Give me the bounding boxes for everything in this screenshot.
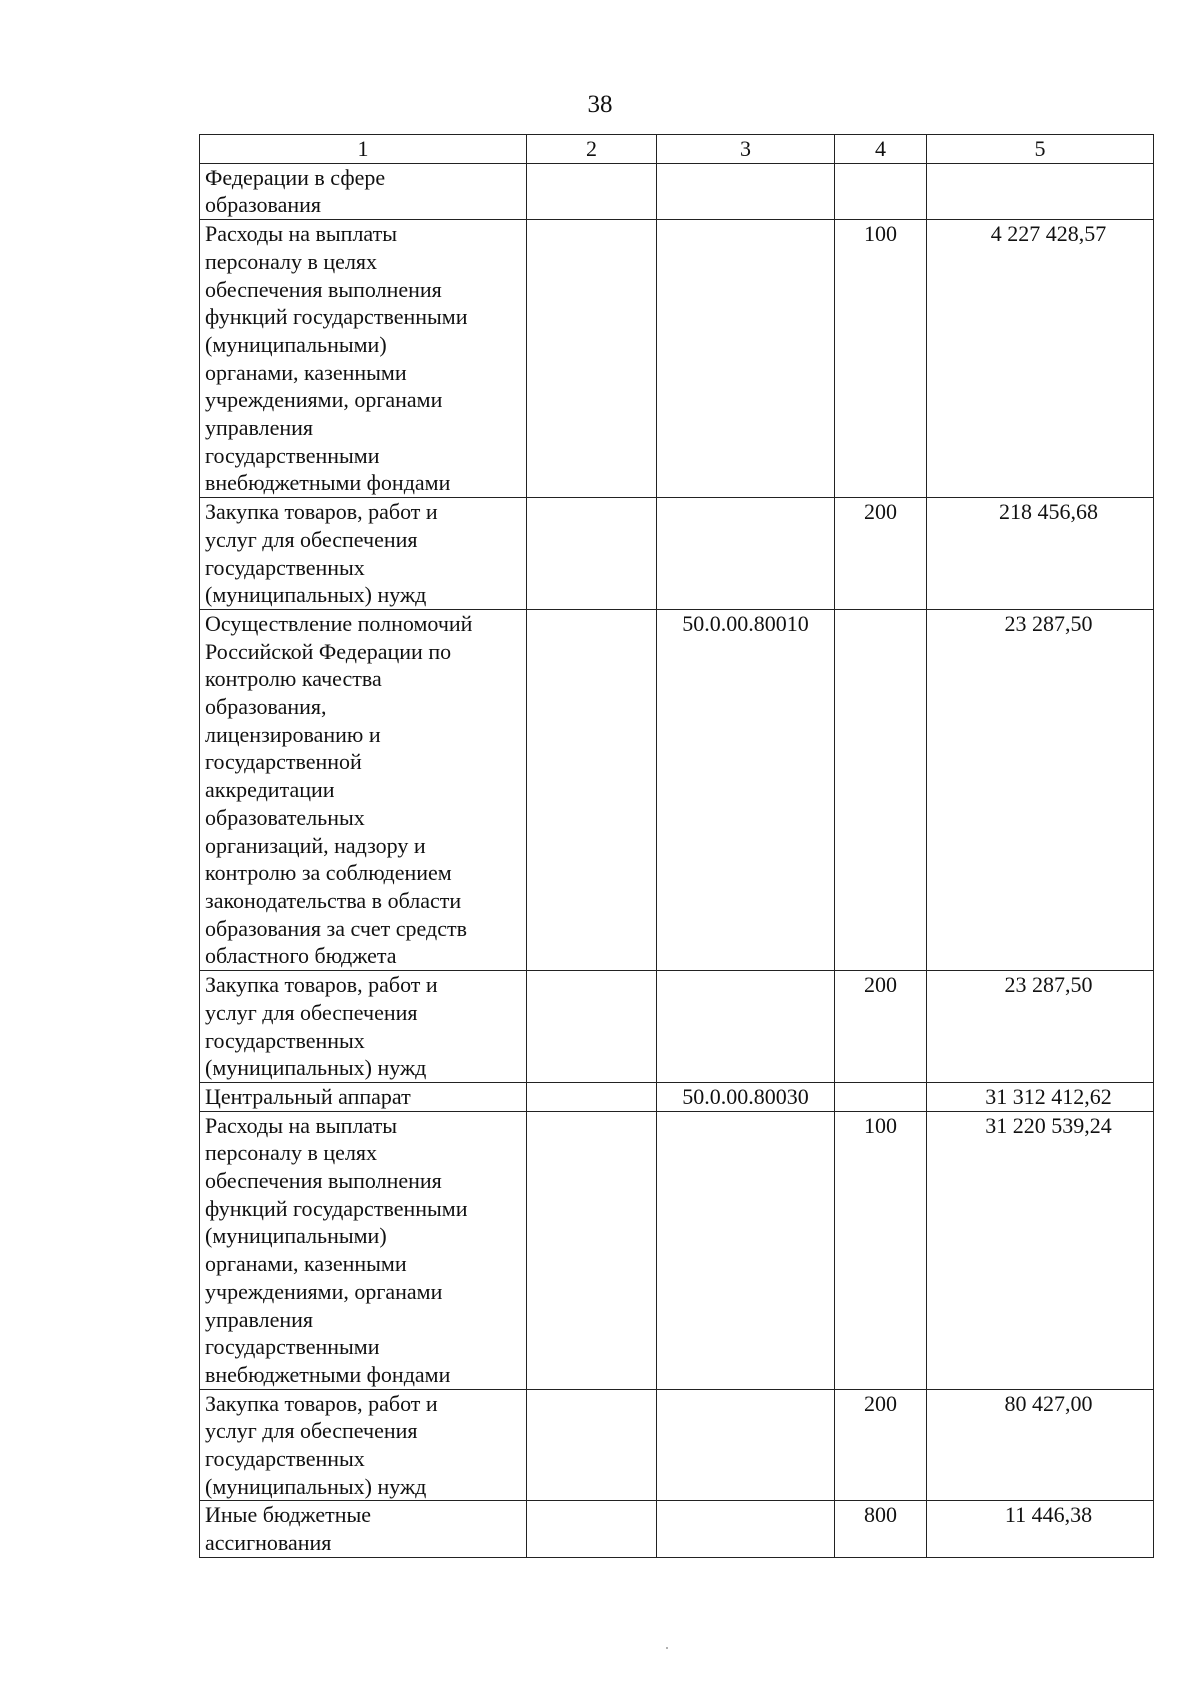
row-col2-cell [527,1111,657,1389]
row-code-cell [657,220,835,498]
row-amount-cell: 23 287,50 [927,971,1154,1083]
row-code-cell: 50.0.00.80010 [657,609,835,970]
row-amount-cell: 4 227 428,57 [927,220,1154,498]
table-row [200,609,1154,970]
row-amount-cell: 11 446,38 [927,1501,1154,1557]
row-type-cell: 200 [835,1389,927,1501]
row-amount-cell: 80 427,00 [927,1389,1154,1501]
row-amount-cell: 218 456,68 [927,498,1154,610]
header-row [200,135,1154,164]
row-code-cell [657,1501,835,1557]
table-row [200,1111,1154,1389]
column-header-5: 5 [927,135,1154,164]
row-col2-cell [527,163,657,219]
table-row [200,1389,1154,1501]
row-type-cell: 100 [835,220,927,498]
row-name-cell: Закупка товаров, работ и услуг для обеспечения государственных (муниципальных) нужд [200,498,527,610]
row-amount-cell [927,163,1154,219]
page-number: 38 [587,91,613,118]
row-name-cell: Федерации в сфере образования [200,163,527,219]
row-amount-cell: 31 220 539,24 [927,1111,1154,1389]
table-row [200,163,1154,219]
row-amount-cell: 31 312 412,62 [927,1082,1154,1111]
row-name-cell: Иные бюджетные ассигнования [200,1501,527,1557]
row-name-cell: Расходы на выплаты персоналу в целях обеспечения выполнения функций государственными (муниципальными) органами, казенными учреждениями, органами управления государственными внебюджетными фондами [200,220,527,498]
row-code-cell: 50.0.00.80030 [657,1082,835,1111]
row-col2-cell [527,609,657,970]
row-col2-cell [527,971,657,1083]
row-type-cell: 200 [835,971,927,1083]
row-code-cell [657,1389,835,1501]
row-name-cell: Закупка товаров, работ и услуг для обеспечения государственных (муниципальных) нужд [200,971,527,1083]
budget-table [199,134,1154,1558]
table-row [200,498,1154,610]
table-header [200,135,1154,164]
row-code-cell [657,1111,835,1389]
table-row [200,971,1154,1083]
row-code-cell [657,163,835,219]
row-type-cell [835,609,927,970]
table-row [200,1082,1154,1111]
row-col2-cell [527,1501,657,1557]
row-col2-cell [527,1389,657,1501]
column-header-2: 2 [527,135,657,164]
row-code-cell [657,498,835,610]
row-name-cell: Расходы на выплаты персоналу в целях обеспечения выполнения функций государственными (муниципальными) органами, казенными учреждениями, органами управления государственными внебюджетными фондами [200,1111,527,1389]
row-col2-cell [527,220,657,498]
row-type-cell [835,1082,927,1111]
row-name-cell: Центральный аппарат [200,1082,527,1111]
column-header-1: 1 [200,135,527,164]
row-type-cell: 800 [835,1501,927,1557]
row-col2-cell [527,498,657,610]
column-header-3: 3 [657,135,835,164]
row-type-cell: 200 [835,498,927,610]
row-type-cell: 100 [835,1111,927,1389]
row-type-cell [835,163,927,219]
row-name-cell: Осуществление полномочий Российской Федерации по контролю качества образования, лицензированию и государственной аккредитации образовательных организаций, надзору и контролю за соблюдением законодательства в области образования за счет средств областного бюджета [200,609,527,970]
row-amount-cell: 23 287,50 [927,609,1154,970]
table-body [200,163,1154,1557]
table-row [200,220,1154,498]
row-col2-cell [527,1082,657,1111]
column-header-4: 4 [835,135,927,164]
row-code-cell [657,971,835,1083]
scan-artifact [666,1647,668,1649]
table-row [200,1501,1154,1557]
row-name-cell: Закупка товаров, работ и услуг для обеспечения государственных (муниципальных) нужд [200,1389,527,1501]
